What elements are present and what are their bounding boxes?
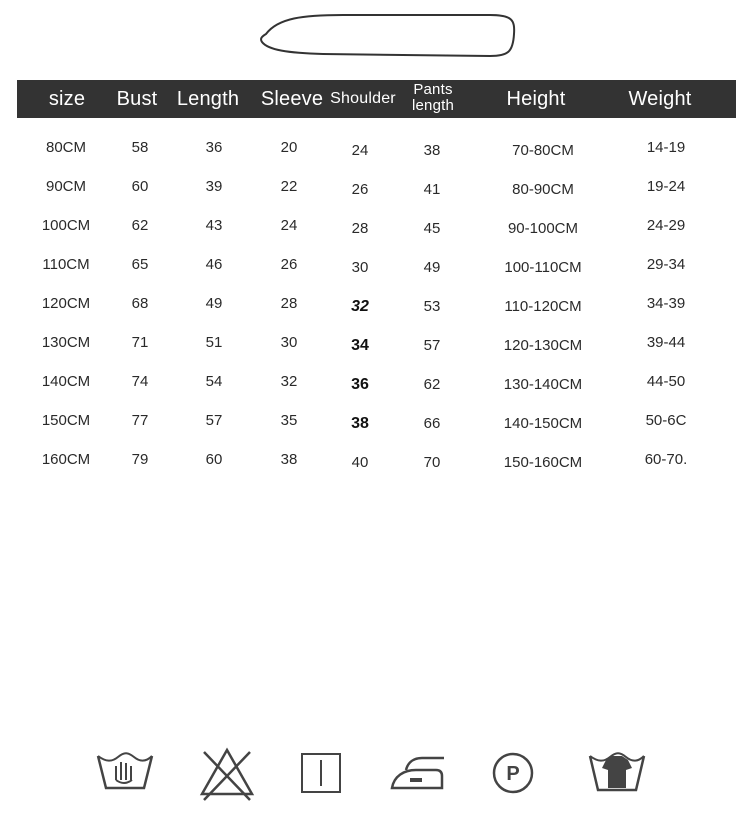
- table-row: [0, 323, 750, 362]
- cell-pants-length: 38: [423, 142, 441, 159]
- header-size: size: [48, 87, 86, 110]
- cell-weight: 34-39: [646, 295, 686, 312]
- cell-height: 100-110CM: [504, 259, 582, 276]
- table-row: [0, 167, 750, 206]
- header-shoulder: Shoulder: [330, 90, 396, 107]
- cell-shoulder: 32: [351, 297, 369, 315]
- cell-shoulder: 36: [351, 375, 369, 393]
- cell-weight: 19-24: [646, 178, 686, 195]
- header-height: Height: [506, 87, 566, 110]
- cell-weight: 39-44: [646, 334, 686, 351]
- cell-bust: 71: [131, 334, 149, 351]
- cell-shoulder: 40: [351, 454, 369, 471]
- cell-length: 57: [205, 412, 223, 429]
- cell-size: 110CM: [42, 256, 90, 273]
- do-not-bleach-icon: [196, 742, 258, 804]
- cell-sleeve: 30: [280, 334, 298, 351]
- cell-pants-length: 53: [423, 298, 441, 315]
- cell-pants-length: 45: [423, 220, 441, 237]
- cell-size: 130CM: [41, 334, 91, 351]
- cell-length: 60: [205, 451, 223, 468]
- title-banner-outline: [258, 12, 516, 58]
- cell-size: 100CM: [41, 217, 91, 234]
- table-row: [0, 362, 750, 401]
- cell-size: 80CM: [45, 139, 86, 156]
- cell-pants-length: 49: [423, 259, 441, 276]
- cell-shoulder: 24: [351, 142, 369, 159]
- iron-low-heat-icon: [386, 742, 448, 804]
- cell-sleeve: 20: [280, 139, 298, 156]
- cell-sleeve: 26: [280, 256, 298, 273]
- cell-height: 140-150CM: [503, 415, 583, 432]
- cell-weight: 60-70.: [644, 451, 688, 468]
- cell-weight: 14-19: [646, 139, 686, 156]
- cell-length: 43: [205, 217, 223, 234]
- line-dry-svg: [290, 742, 352, 804]
- cell-height: 70-80CM: [512, 142, 574, 159]
- wash-shirt-svg: [586, 742, 648, 804]
- cell-bust: 65: [131, 256, 149, 273]
- cell-size: 140CM: [41, 373, 91, 390]
- dry-clean-svg: [482, 742, 544, 804]
- cell-length: 51: [205, 334, 223, 351]
- header-weight: Weight: [628, 87, 692, 110]
- cell-length: 36: [205, 139, 223, 156]
- cell-bust: 58: [131, 139, 149, 156]
- cell-length: 46: [205, 256, 223, 273]
- cell-shoulder: 34: [351, 336, 369, 354]
- cell-bust: 68: [131, 295, 149, 312]
- cell-pants-length: 57: [423, 337, 441, 354]
- cell-length: 49: [205, 295, 223, 312]
- banner-shape: [258, 12, 516, 58]
- do-not-bleach-svg: [196, 742, 258, 804]
- cell-sleeve: 35: [280, 412, 298, 429]
- cell-size: 150CM: [41, 412, 91, 429]
- cell-weight: 29-34: [646, 256, 686, 273]
- table-row: [0, 245, 750, 284]
- wash-shirt-icon: [586, 742, 648, 804]
- cell-size: 160CM: [41, 451, 91, 468]
- table-row: [0, 440, 750, 479]
- table-row: [0, 206, 750, 245]
- care-instructions: [0, 742, 750, 804]
- cell-bust: 74: [131, 373, 149, 390]
- cell-length: 54: [205, 373, 223, 390]
- header-bust: Bust: [116, 87, 158, 110]
- size-table-header: [17, 80, 736, 118]
- dry-clean-p-icon: [482, 742, 544, 804]
- cell-height: 110-120CM: [504, 298, 582, 315]
- cell-pants-length: 62: [423, 376, 441, 393]
- cell-sleeve: 28: [280, 295, 298, 312]
- hand-wash-svg: [94, 742, 156, 804]
- table-row: [0, 284, 750, 323]
- cell-pants-length: 41: [423, 181, 441, 198]
- cell-height: 80-90CM: [512, 181, 574, 198]
- cell-weight: 24-29: [646, 217, 686, 234]
- cell-bust: 62: [131, 217, 149, 234]
- cell-bust: 77: [131, 412, 149, 429]
- cell-size: 120CM: [41, 295, 91, 312]
- cell-shoulder: 28: [351, 220, 369, 237]
- cell-weight: 44-50: [646, 373, 686, 390]
- dry-clean-letter: P: [506, 763, 520, 785]
- table-row: [0, 128, 750, 167]
- header-length: Length: [176, 87, 240, 110]
- cell-height: 150-160CM: [503, 454, 583, 471]
- header-pants-length-line2: length: [411, 97, 455, 114]
- cell-size: 90CM: [45, 178, 86, 195]
- cell-height: 120-130CM: [503, 337, 583, 354]
- cell-bust: 79: [131, 451, 149, 468]
- cell-bust: 60: [131, 178, 149, 195]
- header-sleeve: Sleeve: [260, 87, 324, 110]
- cell-height: 130-140CM: [503, 376, 583, 393]
- cell-height: 90-100CM: [507, 220, 579, 237]
- cell-sleeve: 32: [280, 373, 298, 390]
- table-row: [0, 401, 750, 440]
- cell-sleeve: 22: [280, 178, 298, 195]
- cell-pants-length: 66: [423, 415, 441, 432]
- cell-sleeve: 38: [280, 451, 298, 468]
- cell-shoulder: 30: [351, 259, 369, 276]
- line-dry-icon: [290, 742, 352, 804]
- header-pants-length: [405, 76, 461, 120]
- cell-weight: 50-6C: [645, 412, 687, 429]
- iron-svg: [386, 742, 448, 804]
- header-pants-length-line1: Pants: [413, 81, 453, 98]
- cell-shoulder: 26: [351, 181, 369, 198]
- cell-length: 39: [205, 178, 223, 195]
- cell-pants-length: 70: [423, 454, 441, 471]
- hand-wash-icon: [94, 742, 156, 804]
- cell-shoulder: 38: [351, 414, 369, 432]
- cell-sleeve: 24: [280, 217, 298, 234]
